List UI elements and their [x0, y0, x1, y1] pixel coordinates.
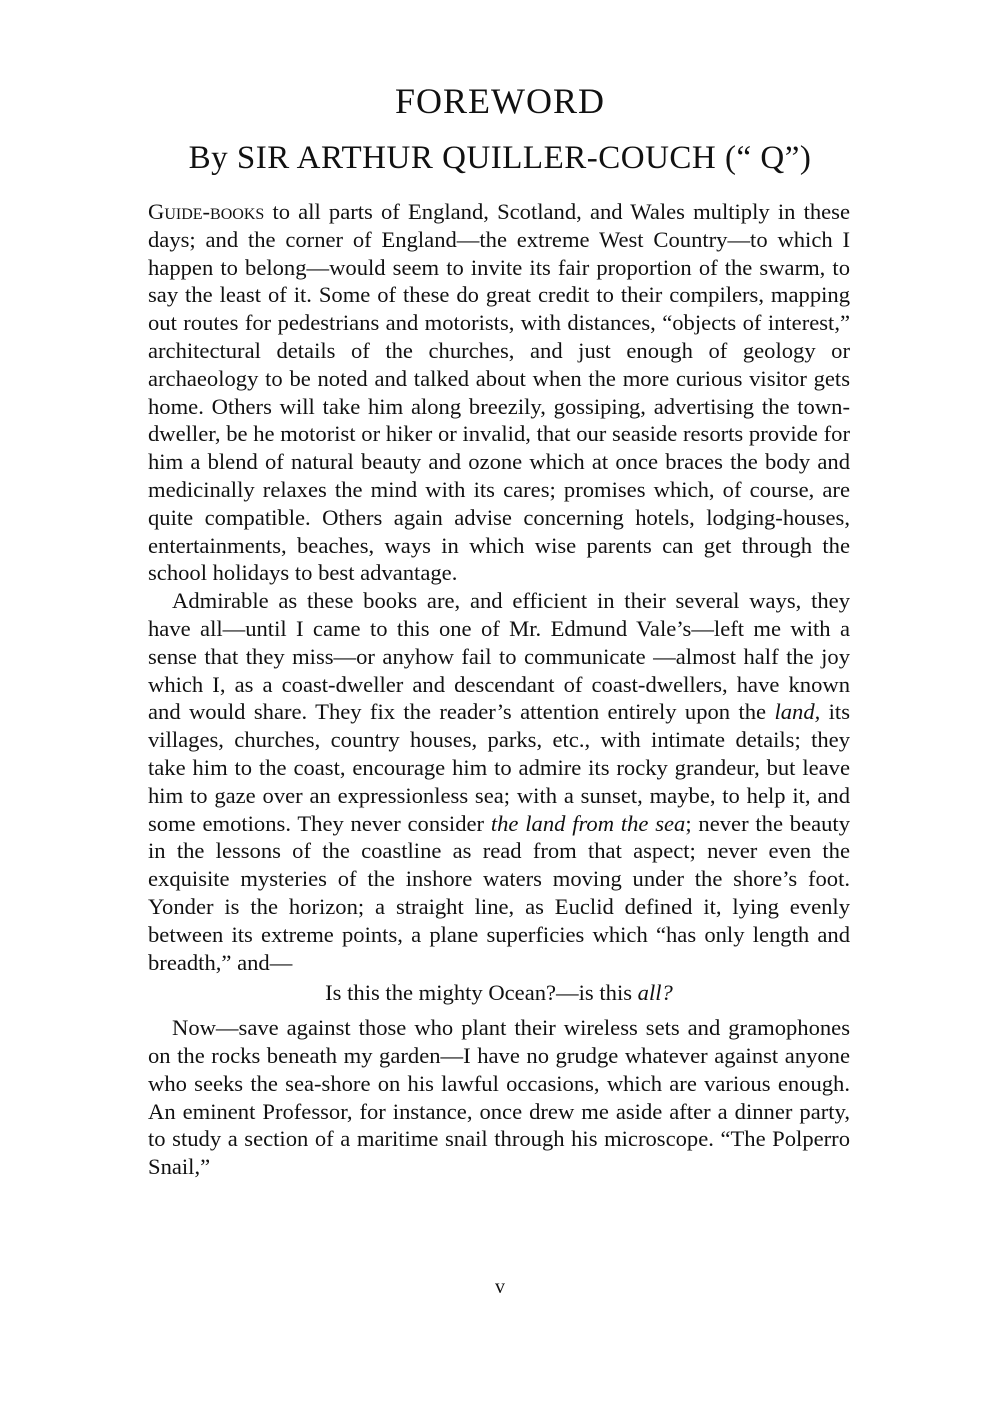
page-number: v	[495, 1276, 505, 1298]
paragraph-1-text: to all parts of England, Scotland, and Wales multiply in these days; and the corner of England—the extreme West Country—to which I happen to belong—would seem to invite its fair proportion of the swarm, to say the least of it. Some of these do great credit to their compilers, mapping out routes for pedestrians and motorists, with distances, “objects of interest,” architectural details of the churches, and just enough of geology or archaeology to be noted and talked about when the more curious visitor gets home. Others will take him along breezily, gossiping, advertising the town-dweller, be he motorist or hiker or invalid, that our seaside resorts provide for him a blend of natural beauty and ozone which at once braces the body and medicinally relaxes the mind with its cares; promises which, of course, are quite compatible. Others again advise concerning hotels, lodging-houses, entertainments, beaches, ways in which wise parents can get through the school holidays to best advantage.	[148, 199, 850, 586]
paragraph-2-text-c: ; never the beauty in the lessons of the coastline as read from that aspect; never even the exquisite mysteries of the inshore waters moving under the shore’s foot. Yonder is the horizon; a straight line, as Euclid defined it, lying evenly between its extreme points, a plane superficies which “has only length and breadth,” and—	[148, 810, 851, 975]
foreword-body	[148, 198, 850, 1181]
paragraph-1-lead: Guide-books	[148, 199, 265, 224]
paragraph-2-emphasis-land-from-sea: the land from the sea	[490, 810, 686, 836]
paragraph-2	[148, 587, 850, 976]
paragraph-2-text-a: Admirable as these books are, and efficient in their several ways, they have all—until I came to this one of Mr. Edmund Vale’s—left me with a sense that they miss—or anyhow fail to communicate —almost half the joy which I, as a coast-dweller and descendant of coast-dwellers, have known and would share. They fix the reader’s attention entirely upon the	[148, 588, 850, 725]
author-byline: By SIR ARTHUR QUILLER-COUCH (“ Q”)	[188, 140, 812, 176]
paragraph-1	[148, 198, 850, 587]
verse-quotation	[148, 979, 850, 1007]
paragraph-2-emphasis-land: land,	[774, 699, 821, 725]
paragraph-3: Now—save against those who plant their wireless sets and gramophones on the rocks beneath my garden—I have no grudge whatever against anyone who seeks the sea-shore on his lawful occasions, which are various enough. An eminent Professor, for instance, once drew me aside after a dinner party, to study a section of a maritime snail through his microscope. “The Polperro Snail,”	[148, 1015, 850, 1180]
page-title: FOREWORD	[394, 81, 605, 121]
paragraph-2-text-b: its villages, churches, country houses, parks, etc., with intimate details; they take him to the coast, encourage him to admire its rocky grandeur, but leave him to gaze over an expressionless sea; with a sunset, maybe, to help it, and some emotions. They never consider	[148, 699, 851, 836]
verse-text: Is this the mighty Ocean?—is this	[325, 980, 638, 1006]
verse-emphasis: all?	[637, 980, 673, 1006]
